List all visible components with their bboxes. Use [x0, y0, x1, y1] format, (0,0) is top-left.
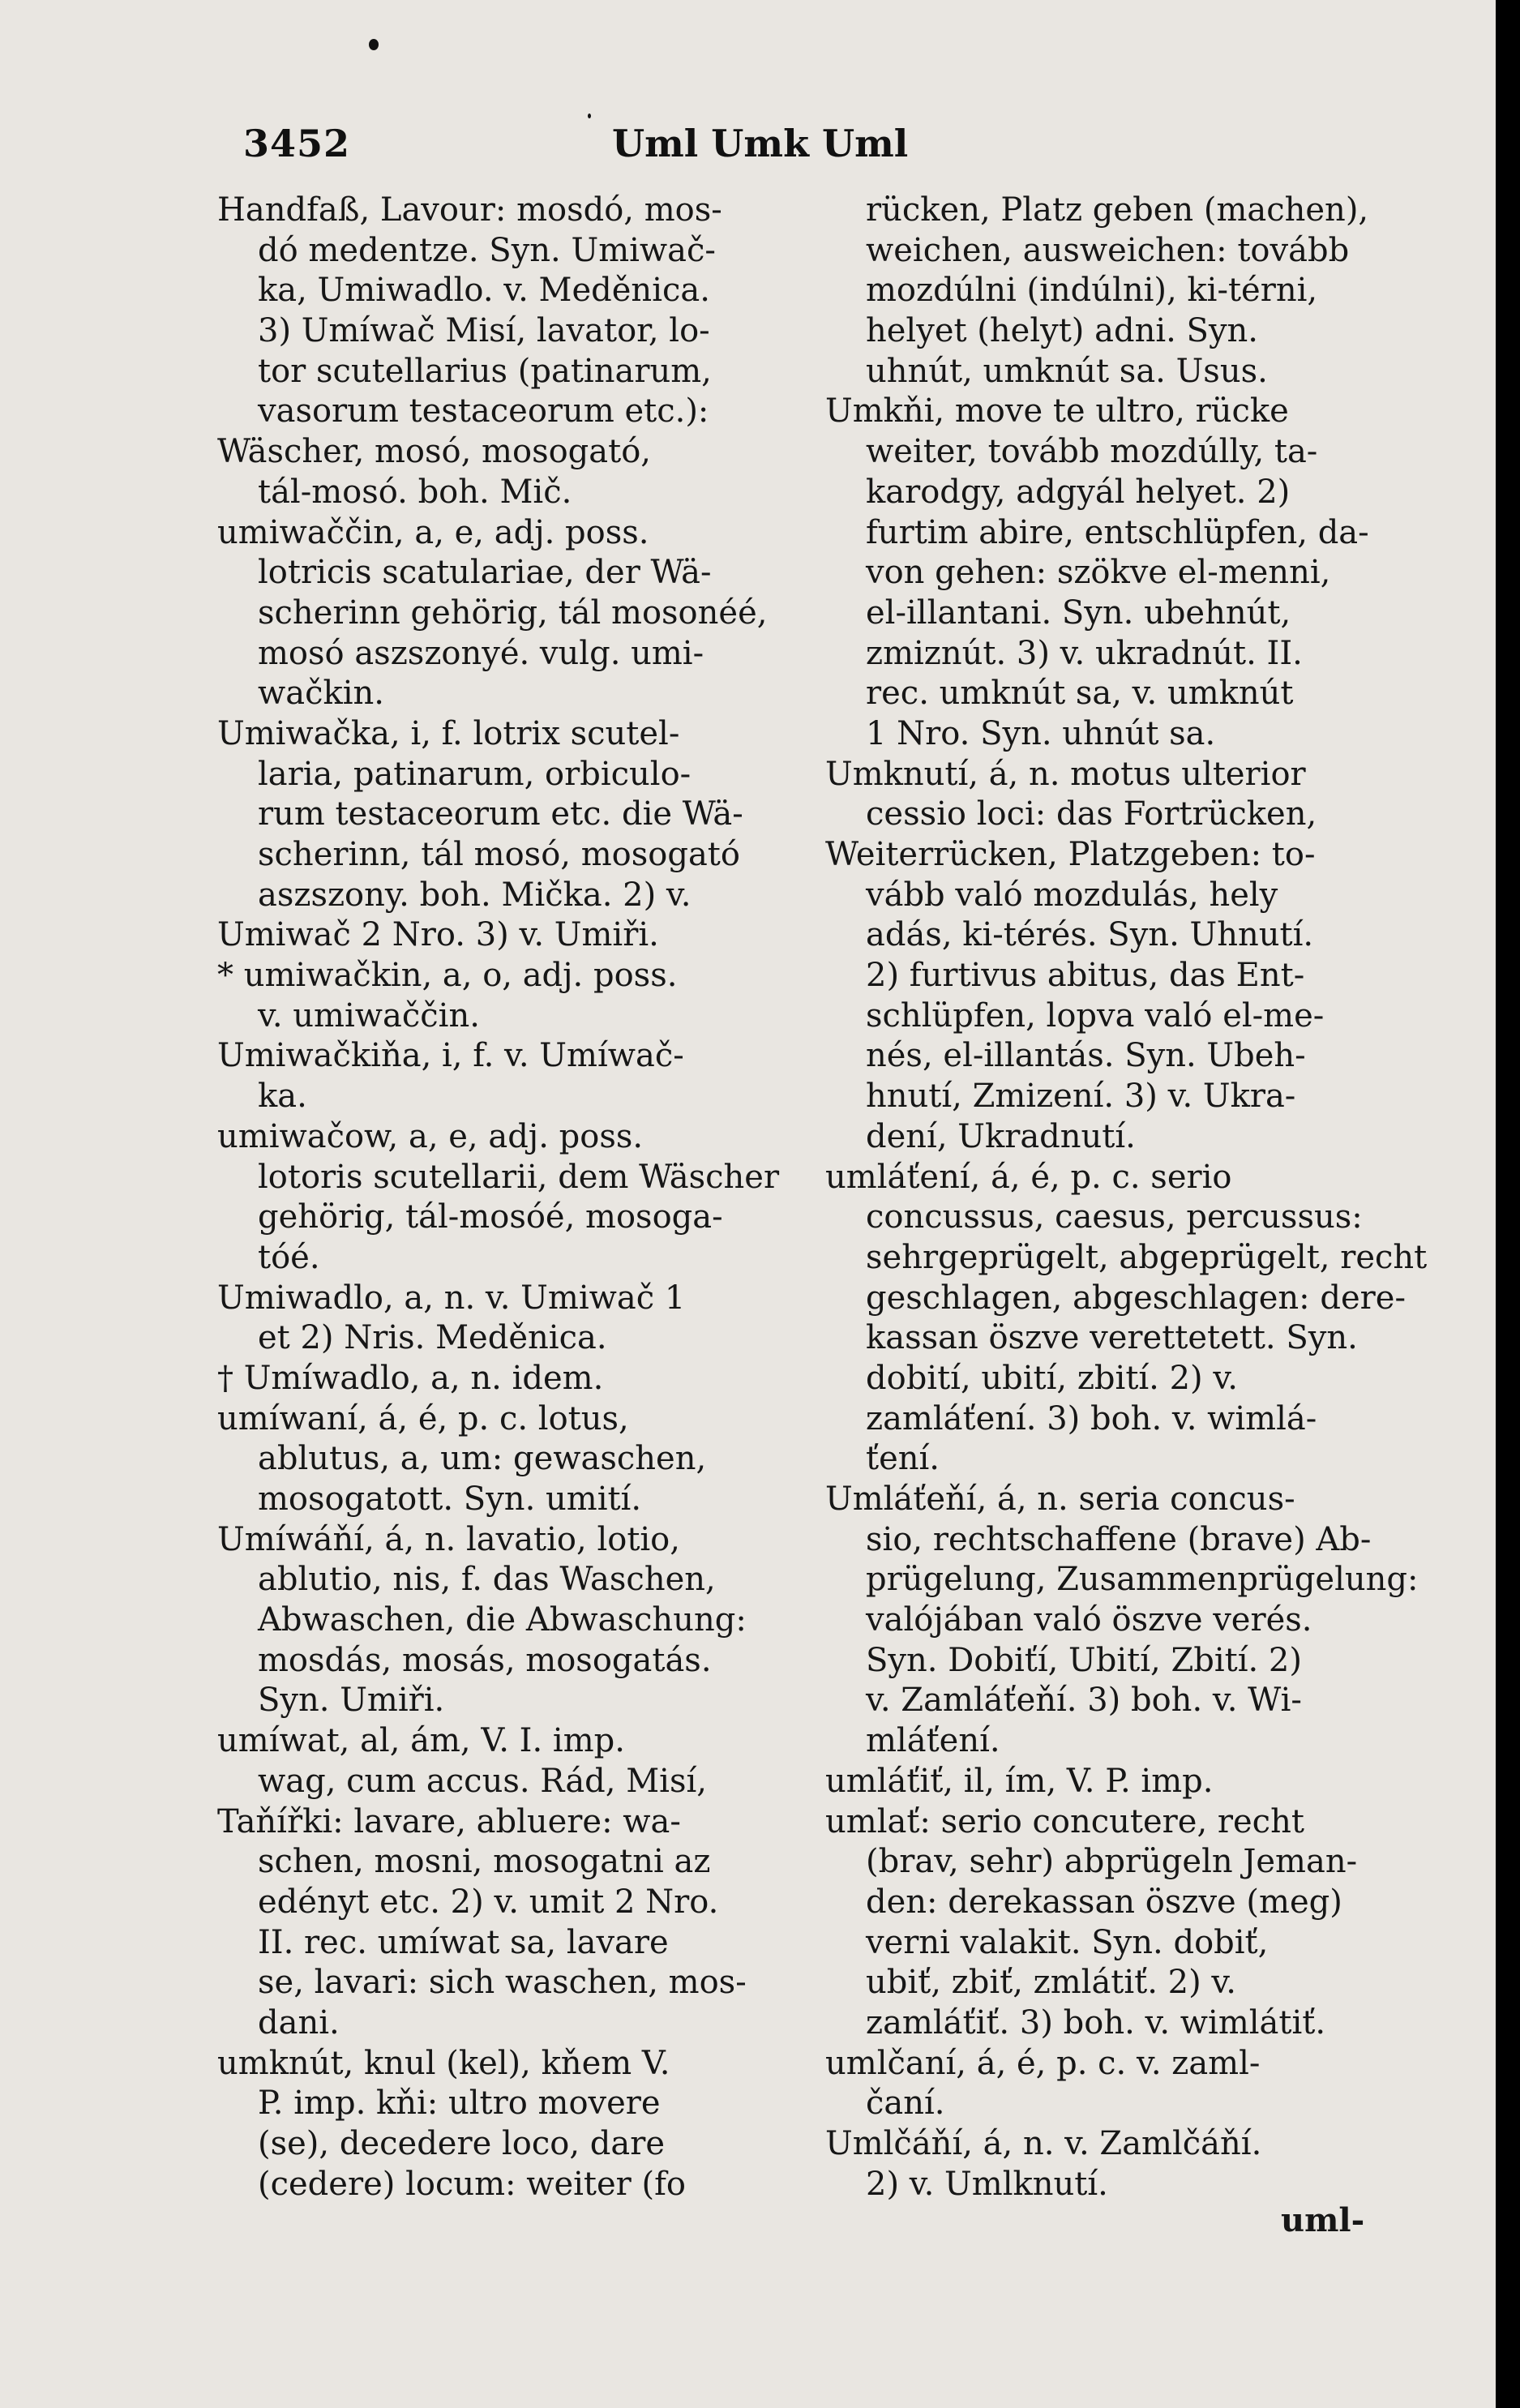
- text-line: weichen, ausweichen: tovább: [866, 231, 1350, 269]
- text-line: el-illantani. Syn. ubehnút,: [866, 593, 1291, 632]
- text-line: 2) furtivus abitus, das Ent-: [866, 957, 1305, 995]
- text-line: mosó aszszonyé. vulg. umi-: [258, 634, 704, 672]
- text-line: umíwat, al, ám, V. I. imp.: [217, 1722, 625, 1760]
- text-line: mláťení.: [866, 1722, 1000, 1760]
- text-line: et 2) Nris. Meděnica.: [258, 1319, 607, 1357]
- text-line: dani.: [258, 2003, 340, 2042]
- text-line: umláťení, á, é, p. c. serio: [825, 1158, 1232, 1196]
- text-line: Handfaß, Lavour: mosdó, mos-: [217, 191, 722, 229]
- text-line: Umiwačka, i, f. lotrix scutel-: [217, 714, 680, 752]
- text-line: furtim abire, entschlüpfen, da-: [866, 513, 1369, 551]
- text-line: ablutus, a, um: gewaschen,: [258, 1440, 707, 1478]
- text-line: 1 Nro. Syn. uhnút sa.: [866, 714, 1216, 752]
- text-line: den: derekassan öszve (meg): [866, 1883, 1342, 1921]
- text-line: aszszony. boh. Mička. 2) v.: [258, 876, 691, 914]
- text-line: nés, el-illantás. Syn. Ubeh-: [866, 1037, 1306, 1075]
- text-line: ka.: [258, 1078, 307, 1116]
- text-line: Umláťeňí, á, n. seria concus-: [825, 1480, 1295, 1518]
- text-line: v. Zamláťeňí. 3) boh. v. Wi-: [866, 1682, 1302, 1720]
- text-line: gehörig, tál-mosóé, mosoga-: [258, 1198, 723, 1236]
- text-line: adás, ki-térés. Syn. Uhnutí.: [866, 916, 1314, 954]
- text-line: uhnút, umknút sa. Usus.: [866, 352, 1268, 390]
- text-line: ka, Umiwadlo. v. Meděnica.: [258, 272, 710, 310]
- text-line: hnutí, Zmizení. 3) v. Ukra-: [866, 1078, 1296, 1116]
- page-header: [243, 122, 940, 170]
- text-line: sio, rechtschaffene (brave) Ab-: [866, 1520, 1372, 1558]
- text-line: umláťiť, il, ím, V. P. imp.: [825, 1762, 1214, 1800]
- text-line: valójában való öszve verés.: [866, 1601, 1312, 1639]
- text-line: tál-mosó. boh. Mič.: [258, 473, 572, 511]
- text-line: † Umíwadlo, a, n. idem.: [217, 1359, 604, 1397]
- text-line: umiwačow, a, e, adj. poss.: [217, 1117, 644, 1155]
- text-line: vasorum testaceorum etc.):: [258, 392, 709, 431]
- text-line: Abwaschen, die Abwaschung:: [258, 1601, 747, 1639]
- text-line: zmiznút. 3) v. ukradnút. II.: [866, 634, 1303, 672]
- text-line: scherinn, tál mosó, mosogató: [258, 836, 740, 873]
- text-line: concussus, caesus, percussus:: [866, 1198, 1363, 1236]
- text-line: wačkin.: [258, 675, 384, 713]
- text-line: II. rec. umíwat sa, lavare: [258, 1923, 669, 1961]
- text-line: * umiwačkin, a, o, adj. poss.: [217, 957, 678, 995]
- text-line: dobití, ubití, zbití. 2) v.: [866, 1359, 1238, 1397]
- page-number: 3452: [243, 122, 351, 165]
- text-line: zamláťení. 3) boh. v. wimlá-: [866, 1399, 1317, 1438]
- text-line: Umíwáňí, á, n. lavatio, lotio,: [217, 1520, 680, 1558]
- text-line: dó medentze. Syn. Umiwač-: [258, 231, 716, 269]
- text-line: umíwaní, á, é, p. c. lotus,: [217, 1399, 629, 1438]
- text-line: mosogatott. Syn. umití.: [258, 1480, 642, 1518]
- text-line: Syn. Dobiťí, Ubití, Zbití. 2): [866, 1641, 1302, 1679]
- text-line: Umiwačkiňa, i, f. v. Umíwač-: [217, 1037, 684, 1075]
- text-line: edényt etc. 2) v. umit 2 Nro.: [258, 1883, 719, 1921]
- text-line: umiwaččin, a, e, adj. poss.: [217, 513, 649, 551]
- text-line: prügelung, Zusammenprügelung:: [866, 1561, 1419, 1599]
- text-line: cessio loci: das Fortrücken,: [866, 795, 1317, 833]
- text-line: Wäscher, mosó, mosogató,: [217, 433, 651, 471]
- text-line: lotoris scutellarii, dem Wäscher: [258, 1158, 780, 1196]
- text-line: umlčaní, á, é, p. c. v. zaml-: [825, 2044, 1261, 2082]
- text-line: rum testaceorum etc. die Wä-: [258, 795, 743, 833]
- text-line: 2) v. Umlknutí.: [866, 2165, 1108, 2203]
- text-line: laria, patinarum, orbiculo-: [258, 755, 691, 793]
- text-line: sehrgeprügelt, abgeprügelt, recht: [866, 1238, 1428, 1276]
- text-line: 3) Umíwač Misí, lavator, lo-: [258, 312, 710, 350]
- text-line: tóé.: [258, 1238, 320, 1276]
- text-line: kassan öszve verettetett. Syn.: [866, 1319, 1358, 1357]
- text-line: (cedere) locum: weiter (fo: [258, 2165, 687, 2203]
- text-line: Umiwadlo, a, n. v. Umiwač 1: [217, 1279, 686, 1317]
- ink-spot: [369, 39, 379, 50]
- right-column: [825, 191, 1428, 2204]
- text-line: Umkňi, move te ultro, rücke: [825, 392, 1289, 431]
- text-line: ubiť, zbiť, zmlátiť. 2) v.: [866, 1964, 1236, 2002]
- text-line: mosdás, mosás, mosogatás.: [258, 1641, 712, 1679]
- text-line: (se), decedere loco, dare: [258, 2125, 666, 2162]
- text-line: v. umiwaččin.: [258, 996, 480, 1035]
- text-line: helyet (helyt) adni. Syn.: [866, 312, 1259, 350]
- text-line: Weiterrücken, Platzgeben: to-: [825, 836, 1316, 873]
- running-head: Uml Umk Uml: [612, 122, 909, 165]
- text-line: Syn. Umiři.: [258, 1682, 445, 1720]
- text-line: von gehen: szökve el-menni,: [866, 554, 1331, 592]
- text-line: ablutio, nis, f. das Waschen,: [258, 1561, 716, 1599]
- text-line: ťení.: [866, 1440, 940, 1478]
- text-line: vább való mozdulás, hely: [866, 876, 1278, 914]
- text-line: Umknutí, á, n. motus ulterior: [825, 755, 1306, 793]
- text-line: umlať: serio concutere, recht: [825, 1802, 1304, 1840]
- text-line: lotricis scatulariae, der Wä-: [258, 554, 712, 592]
- text-line: Taňířki: lavare, abluere: wa-: [217, 1802, 681, 1840]
- text-line: čaní.: [866, 2085, 945, 2123]
- text-line: rücken, Platz geben (machen),: [866, 191, 1369, 229]
- text-line: verni valakit. Syn. dobiť,: [866, 1923, 1269, 1961]
- text-line: umknút, knul (kel), kňem V.: [217, 2044, 670, 2082]
- text-line: geschlagen, abgeschlagen: dere-: [866, 1279, 1406, 1317]
- text-line: P. imp. kňi: ultro movere: [258, 2085, 661, 2123]
- text-line: rec. umknút sa, v. umknút: [866, 675, 1294, 713]
- text-line: se, lavari: sich waschen, mos-: [258, 1964, 747, 2002]
- text-line: dení, Ukradnutí.: [866, 1117, 1136, 1155]
- text-line: Umiwač 2 Nro. 3) v. Umiři.: [217, 916, 659, 954]
- text-line: scherinn gehörig, tál mosonéé,: [258, 593, 768, 632]
- text-line: weiter, tovább mozdúlly, ta-: [866, 433, 1318, 471]
- text-line: tor scutellarius (patinarum,: [258, 352, 712, 390]
- text-line: mozdúlni (indúlni), ki-térni,: [866, 272, 1318, 310]
- text-line: schen, mosni, mosogatni az: [258, 1843, 711, 1881]
- left-column: [217, 191, 780, 2204]
- catchword: uml-: [1281, 2201, 1365, 2239]
- text-line: zamláťiť. 3) boh. v. wimlátiť.: [866, 2003, 1326, 2042]
- text-line: (brav, sehr) abprügeln Jeman-: [866, 1843, 1358, 1881]
- text-line: Umlčáňí, á, n. v. Zamlčáňí.: [825, 2125, 1262, 2162]
- text-line: schlüpfen, lopva való el-me-: [866, 996, 1325, 1035]
- text-line: wag, cum accus. Rád, Misí,: [258, 1762, 708, 1800]
- scan-border: [1496, 0, 1520, 2408]
- ink-spot: [588, 114, 591, 118]
- text-line: karodgy, adgyál helyet. 2): [866, 473, 1291, 511]
